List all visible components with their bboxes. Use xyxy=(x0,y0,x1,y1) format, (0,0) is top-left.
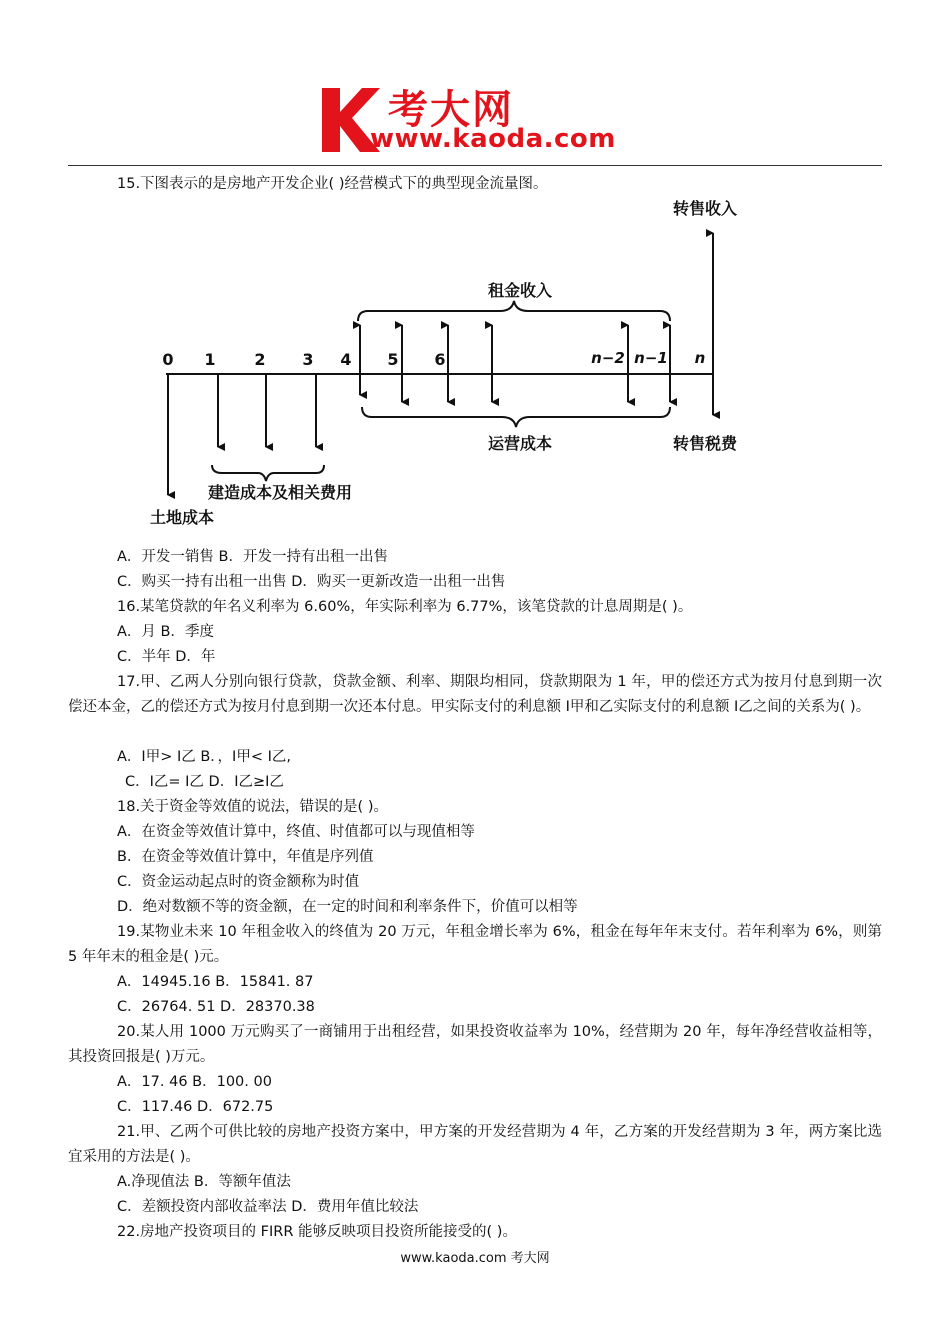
label-resale-income: 转售收入 xyxy=(672,199,738,218)
q17-options-cd: C．I乙= I乙 D．I乙≥I乙 xyxy=(125,774,284,790)
q20-options-ab: A．17. 46 B．100. 00 xyxy=(117,1074,272,1090)
page-footer: www.kaoda.com 考大网 xyxy=(400,1251,550,1266)
q16-options-cd: C．半年 D．年 xyxy=(117,649,216,665)
logo-chinese-name: 考大网 xyxy=(388,87,514,133)
q19-stem: 19.某物业未来 10 年租金收入的终值为 20 万元，年租金增长率为 6%，租金在每年年末支付。若年利率为 6%，则第 5 年年末的租金是( )元。 xyxy=(68,924,882,965)
q21-stem: 21.甲、乙两个可供比较的房地产投资方案中，甲方案的开发经营期为 4 年，乙方案的开发经营期为 3 年，两方案比选宜采用的方法是( )。 xyxy=(68,1124,882,1165)
q20-options-cd: C．117.46 D．672.75 xyxy=(117,1099,274,1115)
tick-6: 6 xyxy=(434,350,446,369)
q17-stem: 17.甲、乙两人分别向银行贷款，贷款金额、利率、期限均相同，贷款期限为 1 年，甲的偿还方式为按月付息到期一次偿还本金，乙的偿还方式为按月付息到期一次还本付息。甲实际支付的利息额 I甲和乙实际支付的利息额 I乙之间的关系为( )。 xyxy=(68,674,882,715)
q19-options-ab: A．14945.16 B．15841. 87 xyxy=(117,974,314,990)
q18-stem: 18.关于资金等效值的说法，错误的是( )。 xyxy=(117,799,388,815)
tick-0: 0 xyxy=(162,350,174,369)
kaoda-logo xyxy=(318,82,648,158)
header-divider xyxy=(68,165,882,166)
logo-url: www.kaoda.com xyxy=(370,124,616,154)
label-land-cost: 土地成本 xyxy=(149,508,215,527)
label-resale-tax: 转售税费 xyxy=(672,434,738,453)
q15-stem: 15.下图表示的是房地产开发企业( )经营模式下的典型现金流量图。 xyxy=(117,176,548,192)
q15-options-ab: A．开发一销售 B．开发一持有出租一出售 xyxy=(117,549,388,565)
rent-income-brace xyxy=(358,301,670,321)
q16-stem: 16.某笔贷款的年名义利率为 6.60%，年实际利率为 6.77%，该笔贷款的计息周期是( )。 xyxy=(117,599,693,615)
label-rent-income: 租金收入 xyxy=(487,281,553,300)
q22-stem: 22.房地产投资项目的 FIRR 能够反映项目投资所能接受的( )。 xyxy=(117,1224,517,1240)
q16-options-ab: A．月 B．季度 xyxy=(117,624,214,640)
cash-flow-diagram xyxy=(130,195,750,535)
q17-options-ab: A．I甲> I乙 B．，I甲< I乙, xyxy=(117,749,291,765)
q21-options-cd: C．差额投资内部收益率法 D．费用年值比较法 xyxy=(117,1199,419,1215)
q15-options-cd: C．购买一持有出租一出售 D．购买一更新改造一出租一出售 xyxy=(117,574,506,590)
tick-3: 3 xyxy=(302,350,314,369)
q18-option-b: B．在资金等效值计算中，年值是序列值 xyxy=(117,849,374,865)
q21-options-ab: A.净现值法 B．等额年值法 xyxy=(117,1174,291,1190)
q18-option-d: D．绝对数额不等的资金额，在一定的时间和利率条件下，价值可以相等 xyxy=(117,899,578,915)
tick-n: n xyxy=(694,349,706,367)
tick-1: 1 xyxy=(204,350,216,369)
construction-cost-brace xyxy=(212,465,324,481)
q19-options-cd: C．26764. 51 D．28370.38 xyxy=(117,999,315,1015)
tick-5: 5 xyxy=(387,350,399,369)
q18-option-c: C．资金运动起点时的资金额称为时值 xyxy=(117,874,360,890)
operating-cost-brace xyxy=(362,407,670,427)
tick-2: 2 xyxy=(254,350,266,369)
label-construction-cost: 建造成本及相关费用 xyxy=(207,483,353,502)
q20-stem: 20.某人用 1000 万元购买了一商铺用于出租经营，如果投资收益率为 10%，经营期为 20 年，每年净经营收益相等，其投资回报是( )万元。 xyxy=(68,1024,882,1065)
tick-4: 4 xyxy=(340,350,352,369)
tick-n-1: n−1 xyxy=(634,349,668,367)
tick-n-2: n−2 xyxy=(591,349,625,367)
q18-option-a: A．在资金等效值计算中，终值、时值都可以与现值相等 xyxy=(117,824,475,840)
label-operating-cost: 运营成本 xyxy=(487,434,553,453)
